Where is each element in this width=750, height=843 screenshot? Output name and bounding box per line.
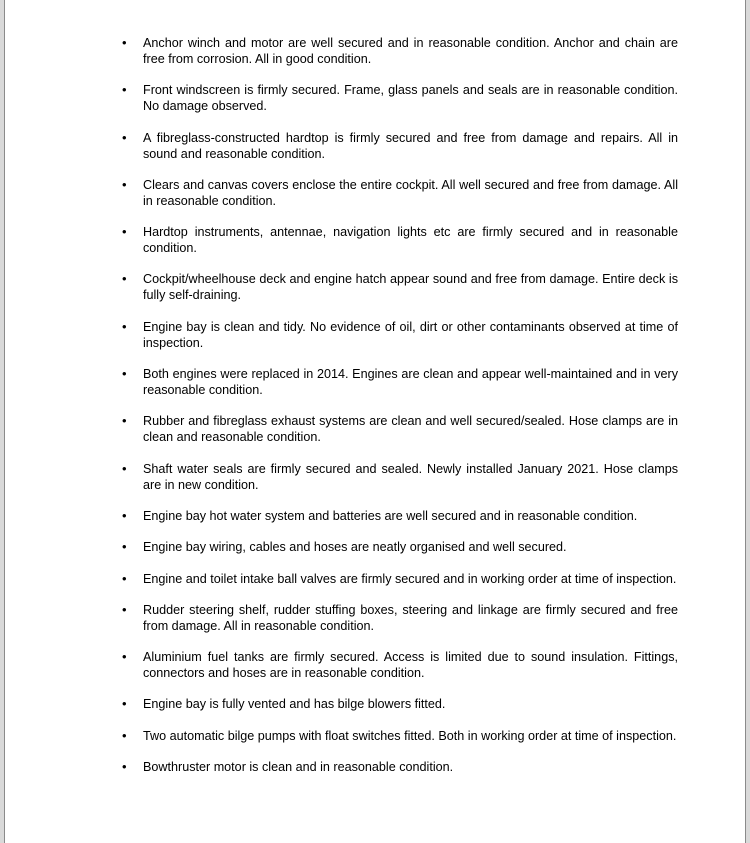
list-item (122, 570, 678, 587)
bullet-icon: • (122, 649, 127, 665)
list-item-text: A fibreglass-constructed hardtop is firmly secured and free from damage and repairs. All in sound and reasonable condition. (143, 130, 678, 161)
bullet-icon: • (122, 271, 127, 287)
list-item-text: Engine and toilet intake ball valves are firmly secured and in working order at time of inspection. (143, 571, 677, 586)
bullet-icon: • (122, 727, 127, 743)
list-item (122, 224, 678, 256)
list-item (122, 176, 678, 209)
list-item-text: Hardtop instruments, antennae, navigation lights etc are firmly secured and in reasonable condition. (143, 225, 678, 256)
list-item-text: Engine bay is clean and tidy. No evidence of oil, dirt or other contaminants observed at time of inspection. (143, 319, 678, 350)
inspection-bullet-list (122, 35, 678, 790)
list-item-text: Shaft water seals are firmly secured and sealed. Newly installed January 2021. Hose clamps are in new condition. (143, 461, 678, 492)
bullet-icon: • (122, 82, 127, 98)
bullet-icon: • (122, 35, 127, 50)
bullet-icon: • (122, 539, 127, 555)
bullet-icon: • (122, 460, 127, 476)
list-item-text: Bowthruster motor is clean and in reasonable condition. (143, 760, 454, 775)
list-item-text: Engine bay is fully vented and has bilge blowers fitted. (143, 697, 446, 712)
list-item-text: Rudder steering shelf, rudder stuffing boxes, steering and linkage are firmly secured and free from damage. All in reasonable condition. (143, 602, 678, 633)
list-item (122, 129, 678, 162)
list-item-text: Engine bay wiring, cables and hoses are neatly organised and well secured. (143, 540, 567, 555)
bullet-icon: • (122, 318, 127, 334)
list-item-text: Two automatic bilge pumps with float switches fitted. Both in working order at time of inspection. (143, 728, 677, 743)
list-item (122, 759, 678, 775)
bullet-icon: • (122, 570, 127, 586)
list-item-text: Cockpit/wheelhouse deck and engine hatch appear sound and free from damage. Entire deck is fully self-draining. (143, 272, 678, 303)
list-item (122, 82, 678, 114)
list-item (122, 366, 678, 398)
list-item-text: Anchor winch and motor are well secured and in reasonable condition. Anchor and chain are free from corrosion. All in good condition. (143, 36, 678, 66)
list-item (122, 649, 678, 681)
list-item (122, 35, 678, 67)
list-item-text: Both engines were replaced in 2014. Engines are clean and appear well-maintained and in very reasonable condition. (143, 367, 678, 398)
document-page (4, 0, 746, 843)
list-item (122, 413, 678, 445)
bullet-icon: • (122, 507, 127, 523)
bullet-icon: • (122, 129, 127, 145)
bullet-icon: • (122, 759, 127, 775)
list-item (122, 727, 678, 744)
list-item (122, 696, 678, 712)
list-item-text: Engine bay hot water system and batteries are well secured and in reasonable condition. (143, 508, 638, 523)
list-item (122, 460, 678, 493)
list-item (122, 271, 678, 303)
list-item-text: Aluminium fuel tanks are firmly secured. Access is limited due to sound insulation. Fittings, connectors and hoses are in reasonable condition. (143, 650, 678, 681)
list-item-text: Rubber and fibreglass exhaust systems are clean and well secured/sealed. Hose clamps are in clean and reasonable condition. (143, 414, 678, 445)
bullet-icon: • (122, 696, 127, 712)
list-item-text: Front windscreen is firmly secured. Frame, glass panels and seals are in reasonable condition. No damage observed. (143, 83, 678, 114)
list-item-text: Clears and canvas covers enclose the entire cockpit. All well secured and free from damage. All in reasonable condition. (143, 177, 678, 208)
bullet-icon: • (122, 224, 127, 240)
list-item (122, 539, 678, 555)
bullet-icon: • (122, 176, 127, 192)
list-item (122, 318, 678, 351)
bullet-icon: • (122, 413, 127, 429)
list-item (122, 507, 678, 524)
bullet-icon: • (122, 601, 127, 617)
list-item (122, 601, 678, 634)
bullet-icon: • (122, 366, 127, 382)
